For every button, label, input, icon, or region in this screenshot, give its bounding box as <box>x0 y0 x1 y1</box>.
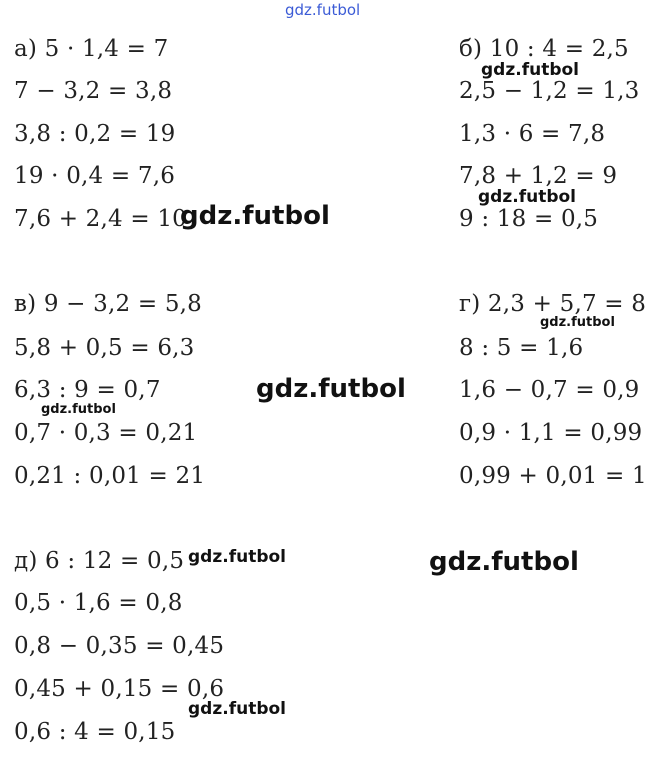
equation-line: а) 5 · 1,4 = 7 <box>14 36 169 62</box>
watermark-logo: gdz.futbol <box>41 402 116 417</box>
equation-line: 0,21 : 0,01 = 21 <box>14 463 206 489</box>
equation-line: 0,7 · 0,3 = 0,21 <box>14 420 198 446</box>
watermark-logo: gdz.futbol <box>540 315 615 330</box>
equation-line: 1,6 − 0,7 = 0,9 <box>459 377 640 403</box>
equation-line: 1,3 · 6 = 7,8 <box>459 121 606 147</box>
watermark-logo: gdz.futbol <box>188 547 286 567</box>
watermark-logo: gdz.futbol <box>481 60 579 80</box>
equation-line: 5,8 + 0,5 = 6,3 <box>14 335 195 361</box>
watermark-logo: gdz.futbol <box>256 374 406 404</box>
equation-line: 0,45 + 0,15 = 0,6 <box>14 676 225 702</box>
equation-line: д) 6 : 12 = 0,5 <box>14 548 185 574</box>
equation-line: 3,8 : 0,2 = 19 <box>14 121 176 147</box>
equation-line: 19 · 0,4 = 7,6 <box>14 163 176 189</box>
watermark-logo: gdz.futbol <box>429 547 579 577</box>
equation-line: 0,5 · 1,6 = 0,8 <box>14 590 183 616</box>
equation-line: 7,6 + 2,4 = 10 <box>14 206 188 232</box>
equation-line: г) 2,3 + 5,7 = 8 <box>459 291 647 317</box>
watermark-logo: gdz.futbol <box>285 1 361 19</box>
equation-line: в) 9 − 3,2 = 5,8 <box>14 291 203 317</box>
equation-line: 9 : 18 = 0,5 <box>459 206 599 232</box>
equation-line: 0,8 − 0,35 = 0,45 <box>14 633 225 659</box>
equation-line: 0,9 · 1,1 = 0,99 <box>459 420 643 446</box>
watermark-logo: gdz.futbol <box>180 201 330 231</box>
equation-line: 7 − 3,2 = 3,8 <box>14 78 173 104</box>
equation-line: 0,6 : 4 = 0,15 <box>14 719 176 745</box>
equation-line: 6,3 : 9 = 0,7 <box>14 377 161 403</box>
watermark-logo: gdz.futbol <box>188 699 286 719</box>
equation-line: 7,8 + 1,2 = 9 <box>459 163 618 189</box>
watermark-logo: gdz.futbol <box>478 187 576 207</box>
equation-line: 8 : 5 = 1,6 <box>459 335 584 361</box>
equation-line: б) 10 : 4 = 2,5 <box>459 36 629 62</box>
equation-line: 2,5 − 1,2 = 1,3 <box>459 78 640 104</box>
equation-line: 0,99 + 0,01 = 1 <box>459 463 647 489</box>
